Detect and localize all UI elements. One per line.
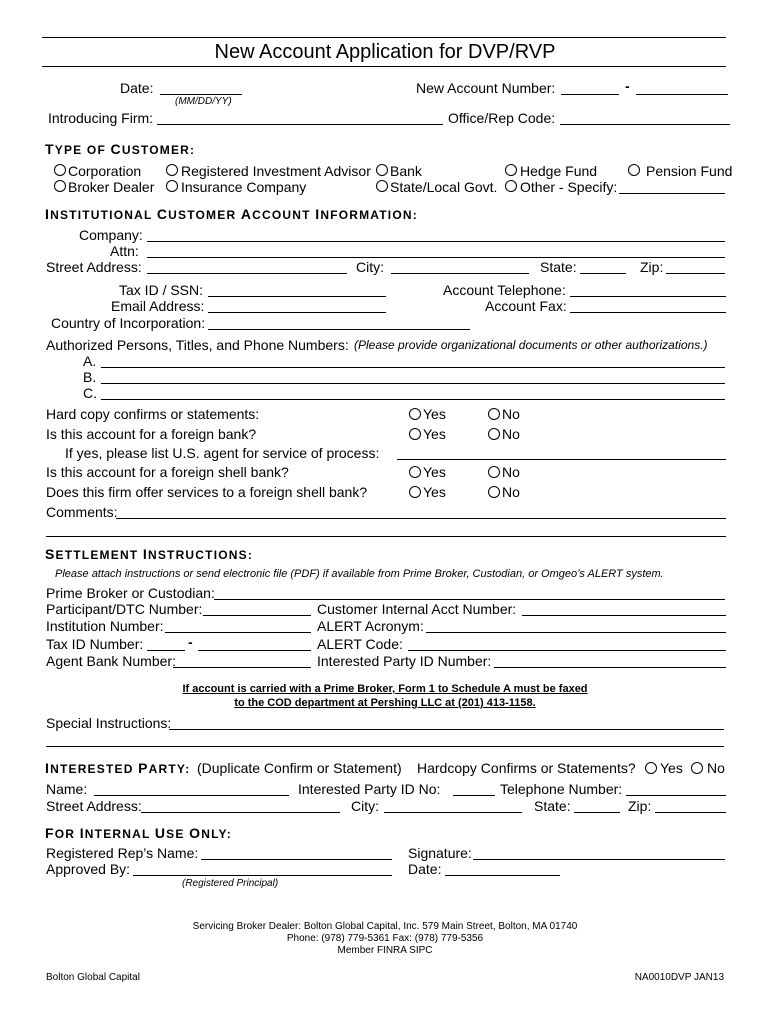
prime-broker-notice-line1: If account is carried with a Prime Broker, Form 1 to Schedule A must be faxed (182, 683, 588, 695)
office-rep-code-label: Office/Rep Code: (448, 110, 556, 126)
authorized-persons-note: (Please provide organizational documents or other authorizations.) (354, 338, 708, 352)
new-account-number-label: New Account Number: (416, 80, 556, 96)
footer-form-code: NA0010DVP JAN13 (634, 972, 724, 983)
us-agent-label: If yes, please list U.S. agent for service of process: (65, 445, 380, 461)
introducing-firm-field[interactable] (157, 110, 443, 125)
special-instructions-extra-line (46, 746, 724, 747)
offer-services-question: Does this firm offer services to a foreign shell bank? (46, 484, 368, 500)
signature-label: Signature: (408, 845, 472, 861)
page-title: New Account Application for DVP/RVP (214, 41, 556, 63)
insurance-company-radio[interactable] (166, 180, 178, 192)
registered-investment-advisor-radio[interactable] (166, 164, 178, 176)
hard-copy-question: Hard copy confirms or statements: (46, 406, 260, 422)
tax-id-number-part1[interactable] (147, 636, 185, 651)
account-fax-field[interactable] (570, 298, 726, 313)
special-instructions-field[interactable] (169, 715, 724, 730)
alert-acronym-field[interactable] (426, 618, 726, 633)
state-local-govt-label: State/Local Govt. (390, 179, 498, 195)
state-local-govt-radio[interactable] (376, 180, 388, 192)
agent-bank-number-label: Agent Bank Number: (46, 653, 176, 669)
office-rep-code-field[interactable] (560, 110, 730, 125)
institutional-info-heading: INSTITUTIONAL CUSTOMER ACCOUNT INFORMATION: (45, 206, 418, 222)
hardcopy-no-radio[interactable] (691, 762, 703, 774)
hard-copy-no-label: No (502, 406, 520, 422)
type-of-customer-heading: TYPE OF CUSTOMER: (45, 141, 196, 157)
footer-company-name: Bolton Global Capital (46, 972, 140, 983)
special-instructions-label: Special Instructions: (46, 715, 172, 731)
broker-dealer-radio[interactable] (54, 180, 66, 192)
date-label: Date: (120, 80, 154, 96)
internal-use-heading: FOR INTERNAL USE ONLY: (45, 825, 233, 841)
registered-rep-name-label: Registered Rep’s Name: (46, 845, 199, 861)
footer-phone-fax: Phone: (978) 779-5361 Fax: (978) 779-5356 (286, 933, 484, 944)
party-city-label: City: (351, 798, 379, 814)
hedge-fund-radio[interactable] (505, 164, 517, 176)
account-number-dash: - (625, 78, 630, 94)
comments-extra-line (46, 536, 726, 537)
offer-services-yes-radio[interactable] (409, 486, 421, 498)
prime-broker-field[interactable] (214, 585, 725, 600)
customer-internal-acct-field[interactable] (522, 601, 726, 616)
account-telephone-label: Account Telephone: (443, 282, 566, 298)
date-field[interactable] (160, 80, 242, 95)
alert-acronym-label: ALERT Acronym: (317, 618, 424, 634)
account-telephone-field[interactable] (570, 282, 726, 297)
registered-investment-advisor-label: Registered Investment Advisor (181, 163, 371, 179)
party-state-label: State: (534, 798, 571, 814)
institution-number-field[interactable] (165, 618, 311, 633)
authorized-persons-label: Authorized Persons, Titles, and Phone Numbers: (46, 337, 349, 353)
foreign-bank-no-radio[interactable] (488, 428, 500, 440)
footer-member: Member FINRA SIPC (337, 945, 433, 956)
alert-code-label: ALERT Code: (317, 636, 403, 652)
new-account-number-part1[interactable] (561, 80, 619, 95)
email-address-field[interactable] (208, 298, 386, 313)
authorized-c-field[interactable] (101, 385, 725, 400)
foreign-bank-no-label: No (502, 426, 520, 442)
account-fax-label: Account Fax: (485, 298, 567, 314)
interested-party-heading: INTERESTED PARTY: (45, 760, 191, 776)
hardcopy-yes-radio[interactable] (645, 762, 657, 774)
authorized-b-field[interactable] (101, 369, 725, 384)
tax-id-ssn-field[interactable] (208, 282, 386, 297)
authorized-a-label: A. (83, 353, 97, 369)
tax-id-number-part2[interactable] (198, 636, 311, 651)
state-label: State: (540, 259, 577, 275)
date-format-hint: (MM/DD/YY) (175, 96, 232, 107)
hard-copy-yes-radio[interactable] (409, 408, 421, 420)
registered-principal-hint: (Registered Principal) (182, 878, 279, 889)
participant-dtc-field[interactable] (203, 601, 311, 616)
internal-date-label: Date: (408, 861, 442, 877)
hard-copy-no-radio[interactable] (488, 408, 500, 420)
bank-radio[interactable] (376, 164, 388, 176)
introducing-firm-label: Introducing Firm: (48, 110, 154, 126)
authorized-b-label: B. (83, 369, 97, 385)
zip-field[interactable] (666, 259, 725, 274)
foreign-shell-no-radio[interactable] (488, 466, 500, 478)
foreign-shell-yes-radio[interactable] (409, 466, 421, 478)
interested-party-subtitle: (Duplicate Confirm or Statement) (197, 760, 402, 776)
bank-label: Bank (390, 163, 422, 179)
internal-date-field[interactable] (445, 861, 560, 876)
attn-label: Attn: (110, 243, 139, 259)
party-state-field[interactable] (574, 798, 620, 813)
comments-field[interactable] (116, 504, 726, 519)
interested-party-id-no-field[interactable] (453, 781, 495, 796)
title-top-rule (42, 37, 726, 38)
state-field[interactable] (580, 259, 626, 274)
zip-label: Zip: (640, 259, 664, 275)
tax-id-number-label: Tax ID Number: (46, 636, 144, 652)
party-zip-field[interactable] (655, 798, 726, 813)
us-agent-field[interactable] (397, 445, 726, 460)
approved-by-label: Approved By: (46, 861, 131, 877)
authorized-c-label: C. (83, 385, 97, 401)
hedge-fund-label: Hedge Fund (520, 163, 598, 179)
footer-servicing-broker: Servicing Broker Dealer: Bolton Global Capital, Inc. 579 Main Street, Bolton, MA 01740 (192, 921, 578, 932)
participant-dtc-label: Participant/DTC Number: (46, 601, 203, 617)
city-label: City: (356, 259, 384, 275)
party-zip-label: Zip: (628, 798, 652, 814)
comments-label: Comments: (46, 504, 118, 520)
settlement-note: Please attach instructions or send electronic file (PDF) if available from Prime Broker, Custodian, or Omgeo’s ALERT system. (55, 568, 664, 580)
agent-bank-number-field[interactable] (173, 653, 311, 668)
street-address-label: Street Address: (46, 259, 142, 275)
foreign-bank-question: Is this account for a foreign bank? (46, 426, 257, 442)
offer-services-no-label: No (502, 484, 520, 500)
city-field[interactable] (391, 259, 529, 274)
pension-fund-label: Pension Fund (646, 163, 733, 179)
country-of-incorporation-label: Country of Incorporation: (51, 315, 206, 331)
other-specify-label: Other - Specify: (520, 179, 618, 195)
offer-services-no-radio[interactable] (488, 486, 500, 498)
hardcopy-yes-label: Yes (660, 760, 683, 776)
interested-party-id-number-label: Interested Party ID Number: (317, 653, 492, 669)
interested-party-id-number-field[interactable] (494, 653, 726, 668)
party-street-address-field[interactable] (141, 798, 340, 813)
hardcopy-confirms-question: Hardcopy Confirms or Statements? (417, 760, 636, 776)
company-label: Company: (79, 227, 143, 243)
interested-party-id-no-label: Interested Party ID No: (298, 781, 441, 797)
foreign-shell-no-label: No (502, 464, 520, 480)
party-city-field[interactable] (384, 798, 522, 813)
alert-code-field[interactable] (408, 636, 726, 651)
other-specify-field[interactable] (619, 179, 725, 194)
company-field[interactable] (147, 227, 725, 242)
street-address-field[interactable] (147, 259, 347, 274)
tax-id-dash: - (188, 634, 193, 650)
title-bottom-rule (42, 66, 726, 67)
foreign-shell-bank-question: Is this account for a foreign shell bank? (46, 464, 289, 480)
attn-field[interactable] (147, 243, 725, 258)
insurance-company-label: Insurance Company (181, 179, 307, 195)
hard-copy-yes-label: Yes (423, 406, 446, 422)
settlement-instructions-heading: SETTLEMENT INSTRUCTIONS: (45, 546, 254, 562)
institution-number-label: Institution Number: (46, 618, 164, 634)
party-name-label: Name: (46, 781, 88, 797)
pension-fund-radio[interactable] (628, 164, 640, 176)
party-name-field[interactable] (94, 781, 289, 796)
customer-internal-acct-label: Customer Internal Acct Number: (317, 601, 517, 617)
registered-rep-name-field[interactable] (201, 845, 392, 860)
offer-services-yes-label: Yes (423, 484, 446, 500)
prime-broker-notice-line2: to the COD department at Pershing LLC at (201) 413-1158. (234, 697, 536, 709)
authorized-a-field[interactable] (101, 353, 725, 368)
country-of-incorporation-field[interactable] (208, 315, 470, 330)
foreign-bank-yes-radio[interactable] (409, 428, 421, 440)
hardcopy-no-label: No (707, 760, 725, 776)
email-address-label: Email Address: (111, 298, 205, 314)
corporation-radio[interactable] (54, 164, 66, 176)
new-account-number-part2[interactable] (636, 80, 728, 95)
approved-by-field[interactable] (133, 861, 392, 876)
signature-field[interactable] (473, 845, 725, 860)
telephone-number-label: Telephone Number: (500, 781, 623, 797)
broker-dealer-label: Broker Dealer (68, 179, 155, 195)
other-specify-radio[interactable] (505, 180, 517, 192)
party-street-address-label: Street Address: (46, 798, 142, 814)
foreign-bank-yes-label: Yes (423, 426, 446, 442)
tax-id-ssn-label: Tax ID / SSN: (119, 282, 204, 298)
foreign-shell-yes-label: Yes (423, 464, 446, 480)
prime-broker-label: Prime Broker or Custodian: (46, 585, 215, 601)
corporation-label: Corporation (68, 163, 142, 179)
telephone-number-field[interactable] (626, 781, 726, 796)
